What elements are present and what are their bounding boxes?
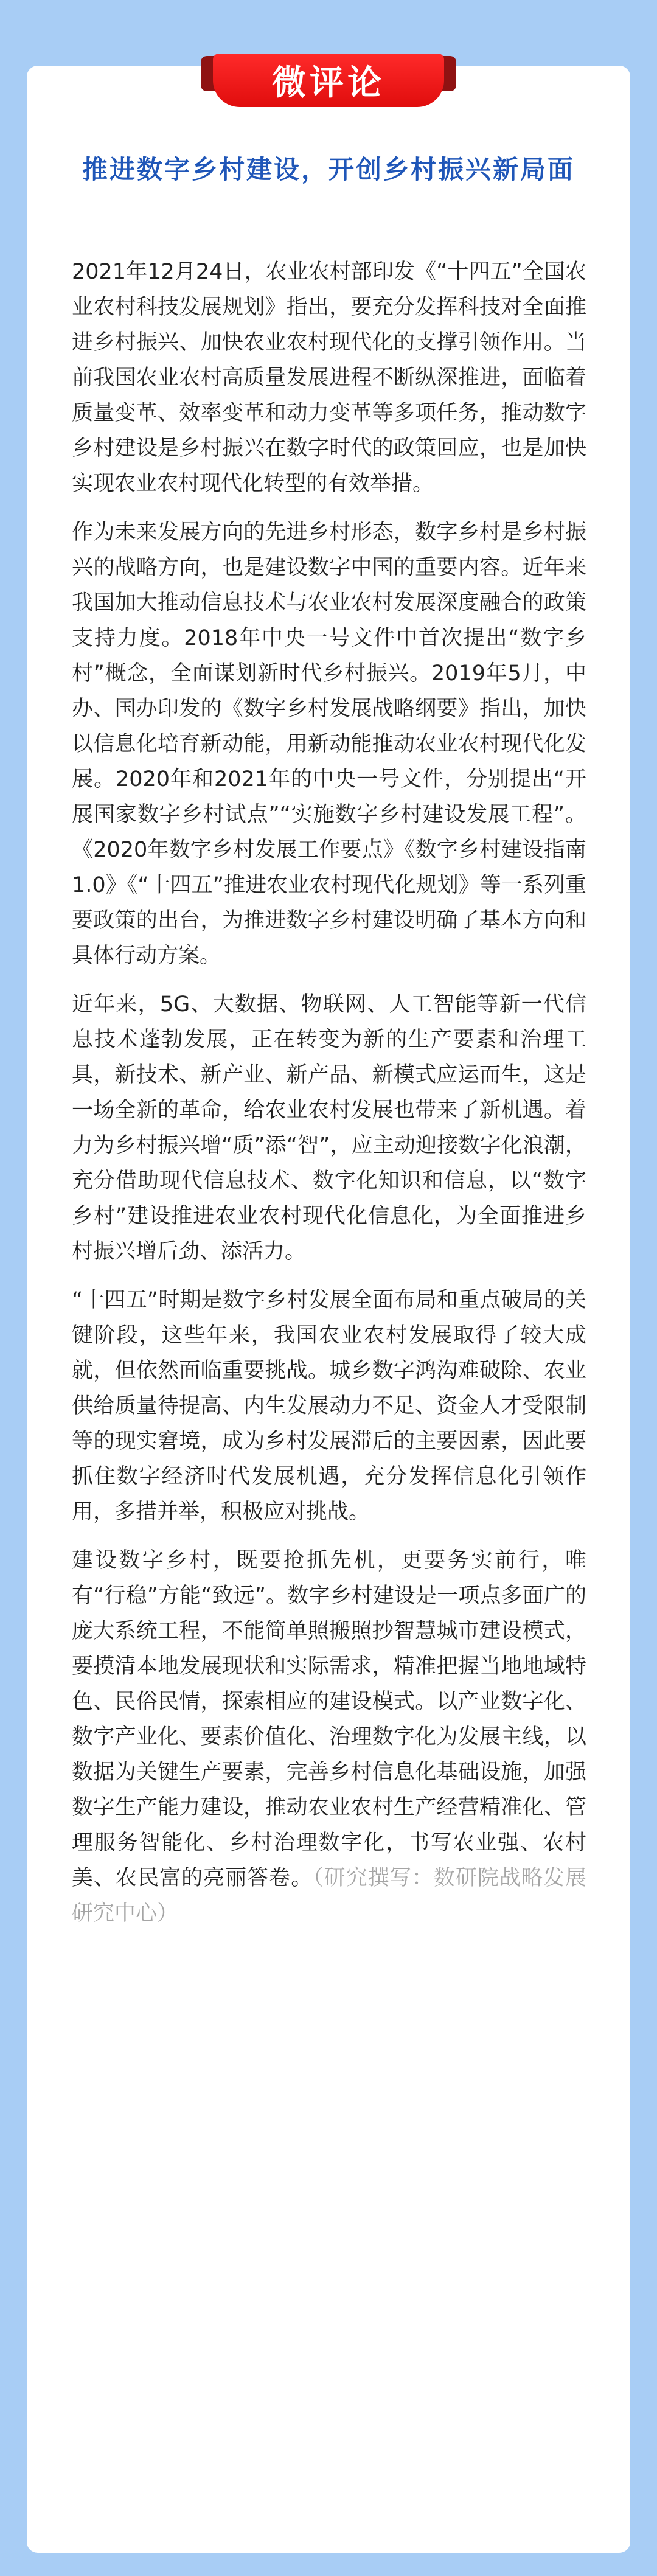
paragraph-2: 作为未来发展方向的先进乡村形态，数字乡村是乡村振兴的战略方向，也是建设数字中国的重要内容。近年来我国加大推动信息技术与农业农村发展深度融合的政策支持力度。2018年中央一号文件中首次提出“数字乡村”概念，全面谋划新时代乡村振兴。2019年5月，中办、国办印发的《数字乡村发展战略纲要》指出，加快以信息化培育新动能，用新动能推动农业农村现代化发展。2020年和2021年的中央一号文件，分别提出“开展国家数字乡村试点”“实施数字乡村建设发展工程”。《2020年数字乡村发展工作要点》《数字乡村建设指南1.0》《“十四五”推进农业农村现代化规划》等一系列重要政策的出台，为推进数字乡村建设明确了基本方向和具体行动方案。 [72, 520, 586, 968]
paragraph-3: 近年来，5G、大数据、物联网、人工智能等新一代信息技术蓬勃发展，正在转变为新的生产要素和治理工具，新技术、新产业、新产品、新模式应运而生，这是一场全新的革命，给农业农村发展也带来了新机遇。着力为乡村振兴增“质”添“智”，应主动迎接数字化浪潮，充分借助现代信息技术、数字化知识和信息，以“数字乡村”建设推进农业农村现代化信息化，为全面推进乡村振兴增后劲、添活力。 [72, 992, 586, 1264]
source-credit: （研究撰写：数研院战略发展研究中心） [72, 1866, 586, 1926]
paragraph-5-text: 建设数字乡村，既要抢抓先机，更要务实前行，唯有“行稳”方能“致远”。数字乡村建设是一项点多面广的庞大系统工程，不能简单照搬照抄智慧城市建设模式，要摸清本地发展现状和实际需求，精准把握当地地域特色、民俗民情，探索相应的建设模式。以产业数字化、数字产业化、要素价值化、治理数字化为发展主线，以数据为关键生产要素，完善乡村信息化基础设施，加强数字生产能力建设，推动农业农村生产经营精准化、管理服务智能化、乡村治理数字化，书写农业强、农村美、农民富的亮丽答卷。 [72, 1548, 587, 1890]
badge-label: 微评论 [213, 54, 444, 107]
paragraph-1: 2021年12月24日，农业农村部印发《“十四五”全国农业农村科技发展规划》指出，要充分发挥科技对全面推进乡村振兴、加快农业农村现代化的支撑引领作用。当前我国农业农村高质量发展进程不断纵深推进，面临着质量变革、效率变革和动力变革等多项任务，推动数字乡村建设是乡村振兴在数字时代的政策回应，也是加快实现农业农村现代化转型的有效举措。 [72, 260, 586, 496]
paragraph-4: “十四五”时期是数字乡村发展全面布局和重点破局的关键阶段，这些年来，我国农业农村发展取得了较大成就，但依然面临重要挑战。城乡数字鸿沟难破除、农业供给质量待提高、内生发展动力不足、资金人才受限制等的现实窘境，成为乡村发展滞后的主要因素，因此要抓住数字经济时代发展机遇，充分发挥信息化引领作用，多措并举，积极应对挑战。 [72, 1288, 586, 1524]
article-title: 推进数字乡村建设，开创乡村振兴新局面 [82, 155, 575, 184]
column-badge [201, 54, 456, 112]
paragraph-5 [72, 1543, 586, 1931]
article-body [72, 254, 586, 1944]
